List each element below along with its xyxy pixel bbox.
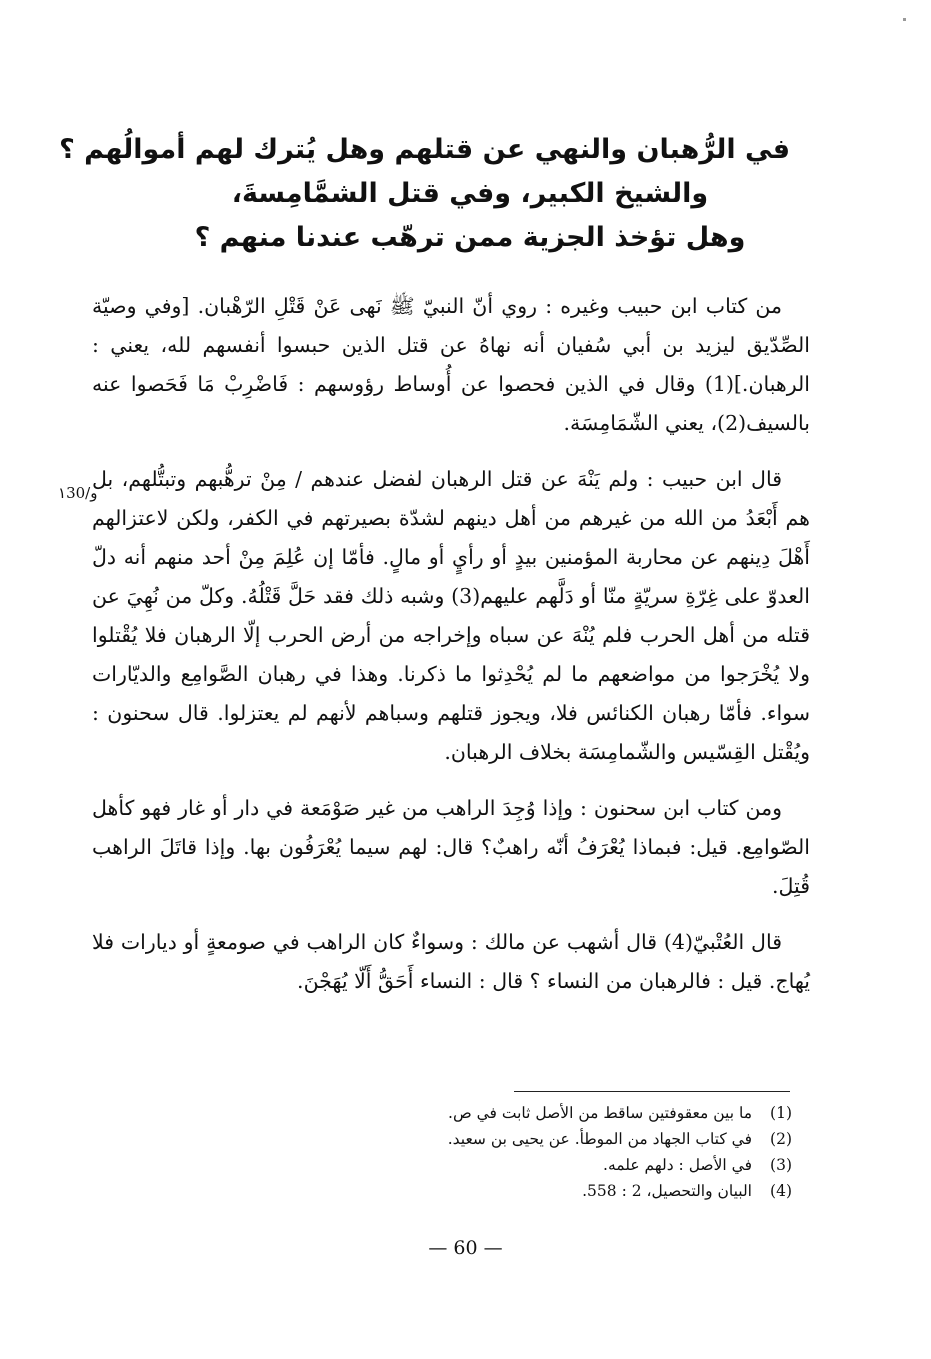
- footnote-text: في كتاب الجهاد من الموطأ. عن يحيى بن سعيد.: [447, 1130, 752, 1148]
- footnote-divider: [514, 1091, 790, 1092]
- paragraph-3-text: ومن كتاب ابن سحنون : وإذا وُجِدَ الراهب من غير صَوْمَعة في دار أو غار فهو كأهل الصّوامِع. قيل: فبماذا يُعْرَفُ أنّه راهبٌ؟ قال: لهم سيما يُعْرَفُون بها. وإذا قاتَلَ الراهب قُتِلَ.: [92, 796, 810, 898]
- paragraph-1-text: من كتاب ابن حبيب وغيره : روي أنّ النبيّ ﷺ نَهى عَنْ قَتْلِ الرّهْبان. [وفي وصيّة الصِّدّيق ليزيد بن أبي سُفيان أنه نهاهُ عن قتل الذين حبسوا أنفسهم لله، يعني : الرهبان.](1) وقال في الذين فحصوا عن أُوساط رؤوسهم : فَاضْرِبْ مَا فَحَصوا عنه بالسيف(2)، يعني الشّمَامِسَة.: [92, 294, 810, 435]
- footnote-text: البيان والتحصيل، 2 : 558.: [582, 1182, 752, 1200]
- footnote-text: في الأصل : دلهم علمه.: [603, 1156, 752, 1174]
- heading-line-2: والشيخ الكبير، وفي قتل الشمَّامِسةَ،: [231, 178, 709, 209]
- heading-line-3: وهل تؤخذ الجزية ممن ترهّب عندنا منهم ؟: [194, 222, 746, 253]
- paragraph-4: [92, 923, 810, 1001]
- main-text: [92, 287, 810, 1001]
- folio-margin-note: ١30/و: [58, 484, 98, 502]
- footnote-number: (4): [770, 1182, 792, 1200]
- footnote-number: (1): [770, 1104, 792, 1122]
- heading-line-1: في الرُّهبان والنهي عن قتلهم وهل يُترك لهم أموالُهم ؟: [59, 134, 790, 165]
- paragraph-2: [92, 460, 810, 772]
- footnote-number: (2): [770, 1130, 792, 1148]
- chapter-heading: [59, 128, 790, 260]
- footnote-number: (3): [770, 1156, 792, 1174]
- footnote-text: ما بين معقوفتين ساقط من الأصل ثابت في ص.: [448, 1104, 752, 1122]
- paragraph-4-text: قال العُتْبيّ(4) قال أشهب عن مالك : وسواءٌ كان الراهب في صومعةٍ أو ديارات فلا يُهاج. قيل : فالرهبان من النساء ؟ قال : النساء أَحَقُّ أَلّا يُهَجْنَ.: [92, 930, 810, 993]
- footnote-4: [300, 1178, 792, 1204]
- footnotes: [300, 1100, 792, 1204]
- paragraph-3: [92, 789, 810, 906]
- footnote-3: [300, 1152, 792, 1178]
- page-number: — 60 —: [428, 1237, 503, 1259]
- scan-speck: [903, 18, 906, 21]
- paragraph-2-text: قال ابن حبيب : ولم يَنْهَ عن قتل الرهبان لفضل عندهم / مِنْ ترهُّبهم وتبتُّلهم، بل هم أَبْعَدُ من الله من غيرهم من أهل دينهم لشدّة بصيرتهم في الكفر، ولكن لاعتزالهم أَهْلَ دِينهم عن محاربة المؤمنين بيدٍ أو رأيٍ أو مالٍ. فأمّا إن عُلِمَ مِنْ أحد منهم أنه دلّ العدوّ على غِرّةِ سريّةٍ منّا أو دَلَّهم عليهم(3) وشبه ذلك فقد حَلَّ قَتْلُهُ. وكلّ من نُهِيَ عن قتله من أهل الحرب فلم يُنْهَ عن سباه وإخراجه من أرض الحرب إلّا الرهبان فلا يُقْتلوا ولا يُخْرَجوا من مواضعهم ما لم يُحْدِثوا ما ذكرنا. وهذا في رهبان الصَّوامِع والديّارات سواء. فأمّا رهبان الكنائس فلا، ويجوز قتلهم وسباهم لأنهم لم يعتزلوا. قال سحنون : ويُقْتل القِسّيس والشّمامِسَة بخلاف الرهبان.: [92, 467, 810, 764]
- footnote-1: [300, 1100, 792, 1126]
- paragraph-1: [92, 287, 810, 443]
- footnote-2: [300, 1126, 792, 1152]
